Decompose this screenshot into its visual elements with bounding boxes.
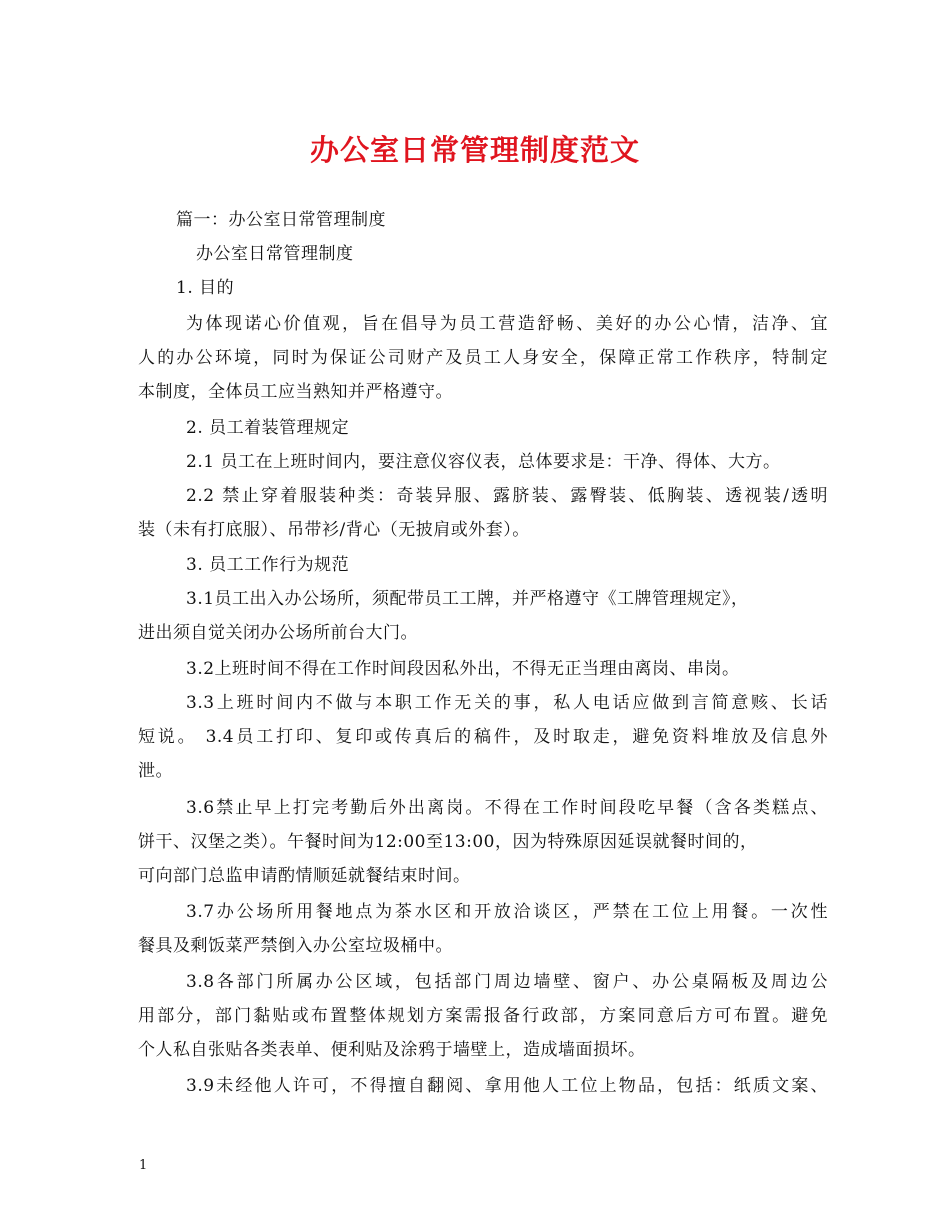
text-line: 2. 员工着装管理规定 (186, 418, 350, 438)
text-line: 3.9未经他人许可，不得擅自翻阅、拿用他人工位上物品，包括：纸质文案、 (186, 1076, 828, 1096)
document-title: 办公室日常管理制度范文 (309, 133, 640, 167)
text-line: 人的办公环境，同时为保证公司财产及员工人身安全，保障正常工作秩序，特制定 (138, 348, 828, 368)
text-line: 3.7办公场所用餐地点为茶水区和开放洽谈区，严禁在工位上用餐。一次性 (186, 902, 828, 922)
page-number: 1 (139, 1158, 148, 1173)
text-line: 本制度，全体员工应当熟知并严格遵守。 (138, 382, 453, 402)
text-line: 2.1 员工在上班时间内，要注意仪容仪表，总体要求是：干净、得体、大方。 (186, 452, 781, 472)
text-line: 可向部门总监申请酌情顺延就餐结束时间。 (138, 866, 471, 886)
text-line: 篇一：办公室日常管理制度 (176, 210, 386, 230)
text-line: 1. 目的 (176, 278, 235, 298)
text-line: 3.8各部门所属办公区域，包括部门周边墙壁、窗户、办公桌隔板及周边公 (186, 972, 828, 992)
text-line: 3.1员工出入办公场所，须配带员工工牌，并严格遵守《工牌管理规定》， (186, 589, 749, 609)
text-line: 用部分，部门黏贴或布置整体规划方案需报备行政部，方案同意后方可布置。避免 (138, 1006, 828, 1026)
text-line: 3. 员工工作行为规范 (186, 555, 350, 575)
text-line: 为体现诺心价值观，旨在倡导为员工营造舒畅、美好的办公心情，洁净、宜 (186, 314, 828, 334)
text-line: 泄。 (138, 761, 173, 781)
text-line: 3.6禁止早上打完考勤后外出离岗。不得在工作时间段吃早餐（含各类糕点、 (186, 798, 828, 818)
text-line: 3.2上班时间不得在工作时间段因私外出，不得无正当理由离岗、串岗。 (186, 659, 740, 679)
text-line: 进出须自觉关闭办公场所前台大门。 (138, 623, 418, 643)
text-line: 餐具及剩饭菜严禁倒入办公室垃圾桶中。 (138, 936, 453, 956)
text-line: 短说。 3.4员工打印、复印或传真后的稿件，及时取走，避免资料堆放及信息外 (138, 727, 828, 747)
text-line: 办公室日常管理制度 (196, 244, 354, 264)
text-line: 3.3上班时间内不做与本职工作无关的事，私人电话应做到言简意赅、长话 (186, 693, 828, 713)
text-line: 个人私自张贴各类表单、便利贴及涂鸦于墙壁上，造成墙面损坏。 (138, 1040, 646, 1060)
text-line: 装（未有打底服）、吊带衫/背心（无披肩或外套）。 (138, 520, 530, 540)
text-line: 2.2 禁止穿着服装种类：奇装异服、露脐装、露臀装、低胸装、透视装/透明 (186, 486, 828, 506)
text-line: 饼干、汉堡之类）。午餐时间为12:00至13:00，因为特殊原因延误就餐时间的， (138, 832, 758, 852)
